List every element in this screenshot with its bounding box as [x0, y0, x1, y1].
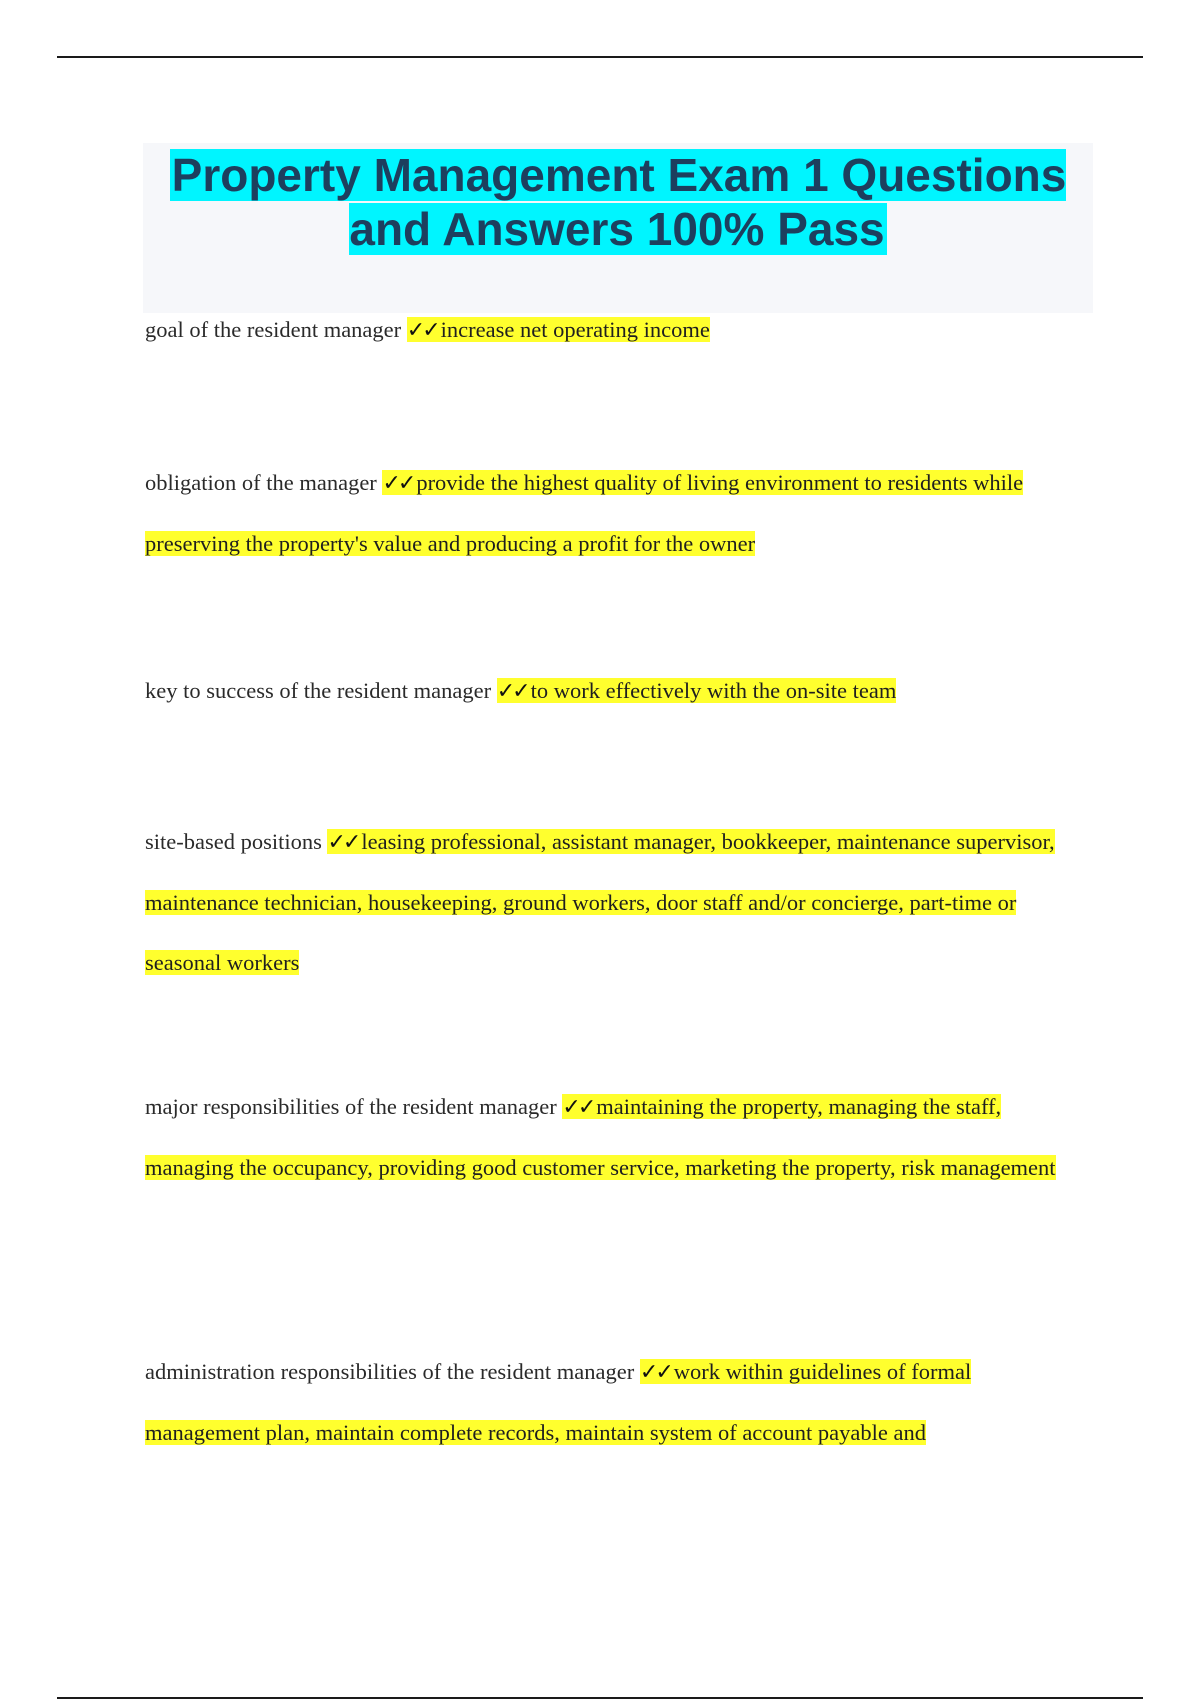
- double-check-icon: ✓✓: [406, 318, 438, 343]
- answer-text: work within guidelines of formal management plan, maintain complete records, maintain system of account payable and: [145, 1359, 972, 1445]
- double-check-icon: ✓✓: [382, 471, 414, 496]
- qa-item-4: [145, 812, 1085, 993]
- qa-item-1: [145, 300, 1085, 361]
- document-title: [143, 143, 1093, 256]
- qa-item-3: [145, 661, 1085, 722]
- answer-text: leasing professional, assistant manager, bookkeeper, maintenance supervisor, maintenance technician, housekeeping, ground workers, door staff and/or concierge, part-time or seasonal workers: [145, 829, 1055, 975]
- double-check-icon: ✓✓: [327, 830, 359, 855]
- question-text: obligation of the manager: [145, 470, 377, 495]
- question-text: major responsibilities of the resident manager: [145, 1094, 557, 1119]
- answer-text: to work effectively with the on-site team: [530, 678, 897, 703]
- double-check-icon: ✓✓: [639, 1360, 671, 1385]
- title-box: [143, 143, 1093, 313]
- answer-highlight: [407, 317, 710, 342]
- bottom-rule: [57, 1697, 1143, 1699]
- answer-text: increase net operating income: [440, 317, 710, 342]
- top-rule: [57, 56, 1143, 58]
- answer-highlight: [497, 678, 897, 703]
- answer-text: provide the highest quality of living environment to residents while preserving the property's value and producing a profit for the owner: [145, 470, 1024, 556]
- qa-item-2: [145, 453, 1085, 574]
- question-text: goal of the resident manager: [145, 317, 402, 342]
- qa-item-5: [145, 1077, 1085, 1198]
- question-text: site-based positions: [145, 829, 322, 854]
- double-check-icon: ✓✓: [496, 679, 528, 704]
- document-title-text: Property Management Exam 1 Questions and Answers 100% Pass: [171, 149, 1067, 255]
- answer-text: maintaining the property, managing the staff, managing the occupancy, providing good customer service, marketing the property, risk management: [145, 1094, 1056, 1180]
- question-text: administration responsibilities of the resident manager: [145, 1359, 635, 1384]
- qa-item-6: [145, 1342, 1085, 1463]
- double-check-icon: ✓✓: [562, 1095, 594, 1120]
- question-text: key to success of the resident manager: [145, 678, 492, 703]
